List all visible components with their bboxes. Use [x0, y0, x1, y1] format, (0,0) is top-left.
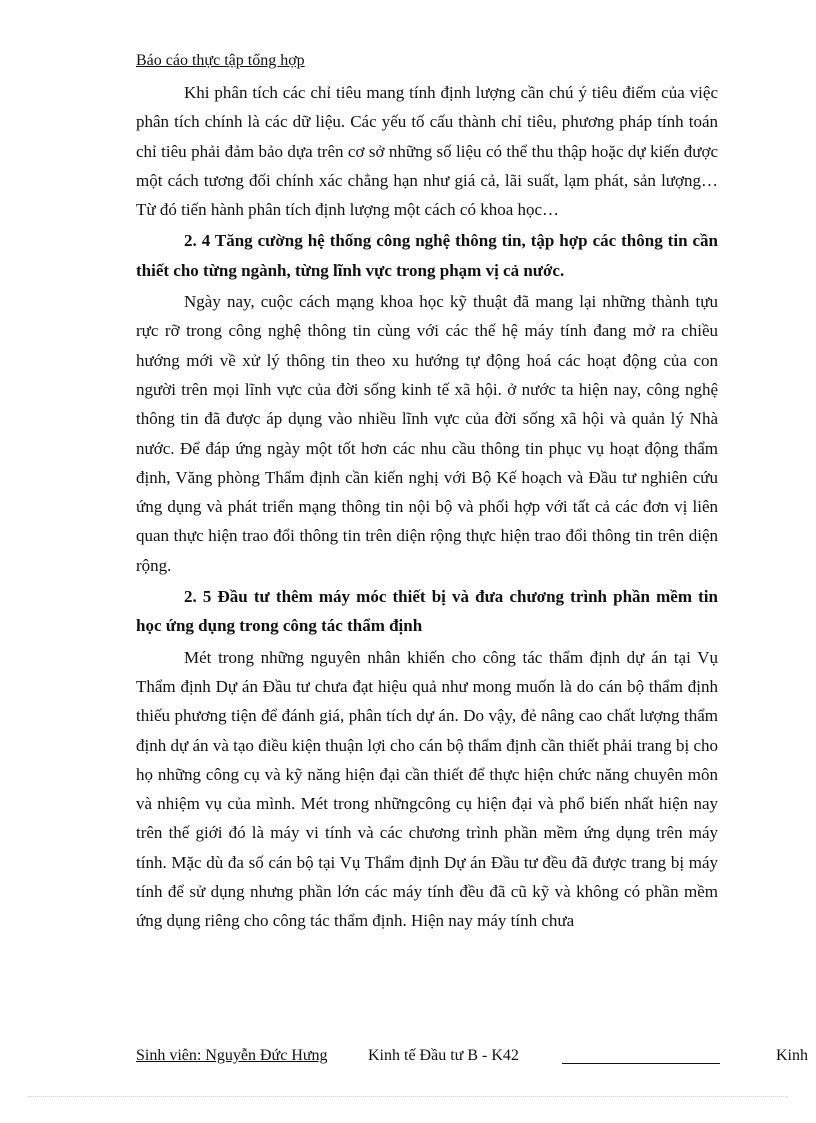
footer-class-name: Kinh tế Đầu tư B - K42 — [368, 1047, 519, 1064]
footer-tail-text: Kinh — [776, 1047, 808, 1064]
paragraph-equipment-software: Mét trong những nguyên nhân khiến cho công tác thẩm định dự án tại Vụ Thẩm định Dự án Đầu tư chưa đạt hiệu quả như mong muốn là do cán bộ thẩm định thiếu phương tiện để đánh giá, phân tích dự án. Do vậy, đẻ nâng cao chất lượng thẩm định dự án và tạo điều kiện thuận lợi cho cán bộ thẩm định cần thiết phải trang bị cho họ những công cụ và kỹ năng hiện đại cần thiết để thực hiện chức năng chuyên môn và nhiệm vụ của mình. Mét trong nhữngcông cụ hiện đại và phổ biến nhất hiện nay trên thế giới đó là máy vi tính và các chương trình phần mềm ứng dụng trên máy tính. Mặc dù đa số cán bộ tại Vụ Thẩm định Dự án Đầu tư đều đã được trang bị máy tính để sử dụng nhưng phần lớn các máy tính đều đã cũ kỹ và không có phần mềm ứng dụng riêng cho công tác thẩm định. Hiện nay máy tính chưa — [136, 647, 718, 931]
page-footer — [136, 1043, 816, 1069]
footer-blank-line — [562, 1063, 720, 1064]
paragraph-information-technology: Ngày nay, cuộc cách mạng khoa học kỹ thuật đã mang lại những thành tựu rực rỡ trong công nghệ thông tin cùng với các thế hệ máy tính đang mở ra chiều hướng mới về xử lý thông tin theo xu hướng tự động hoá các hoạt động của con người trên mọi lĩnh vực của đời sống kinh tế xã hội. ở nước ta hiện nay, công nghệ thông tin đã được áp dụng vào nhiều lĩnh vực của đời sống xã hội và quản lý Nhà nước. Để đáp ứng ngày một tốt hơn các nhu cầu thông tin phục vụ hoạt động thẩm định, Văng phòng Thẩm định cần kiến nghị với Bộ Kế hoạch và Đầu tư nghiên cứu ứng dụng và phát triển mạng thông tin nội bộ và phối hợp với tất cả các đơn vị liên quan thực hiện trao đổi thông tin trên diện rộng thực hiện trao đổi thông tin trên diện rộng. — [136, 292, 718, 575]
page-edge-divider — [28, 1096, 788, 1097]
paragraph-quantitative-analysis: Khi phân tích các chỉ tiêu mang tính định lượng cần chú ý tiêu điểm của việc phân tích chính là các dữ liệu. Các yếu tố cấu thành chỉ tiêu, phương pháp tính toán chỉ tiêu phải đảm bảo dựa trên cơ sở những số liệu có thể thu thập hoặc dự kiến được một cách tương đối chính xác chẳng hạn như giá cả, lãi suất, lạm phát, sản lượng… Từ đó tiến hành phân tích định lượng một cách có khoa học… — [136, 83, 718, 220]
footer-student-name: Sinh viên: Nguyễn Đức Hưng — [136, 1047, 328, 1064]
section-heading-2-4: 2. 4 Tăng cường hệ thống công nghệ thông tin, tập hợp các thông tin cần thiết cho từng ngành, từng lĩnh vực trong phạm vị cả nước. — [136, 231, 718, 280]
page-header: Báo cáo thực tập tổng hợp — [136, 52, 305, 69]
document-body — [136, 78, 718, 936]
section-heading-2-5: 2. 5 Đầu tư thêm máy móc thiết bị và đưa chương trình phần mềm tin học ứng dụng trong công tác thẩm định — [136, 587, 718, 636]
